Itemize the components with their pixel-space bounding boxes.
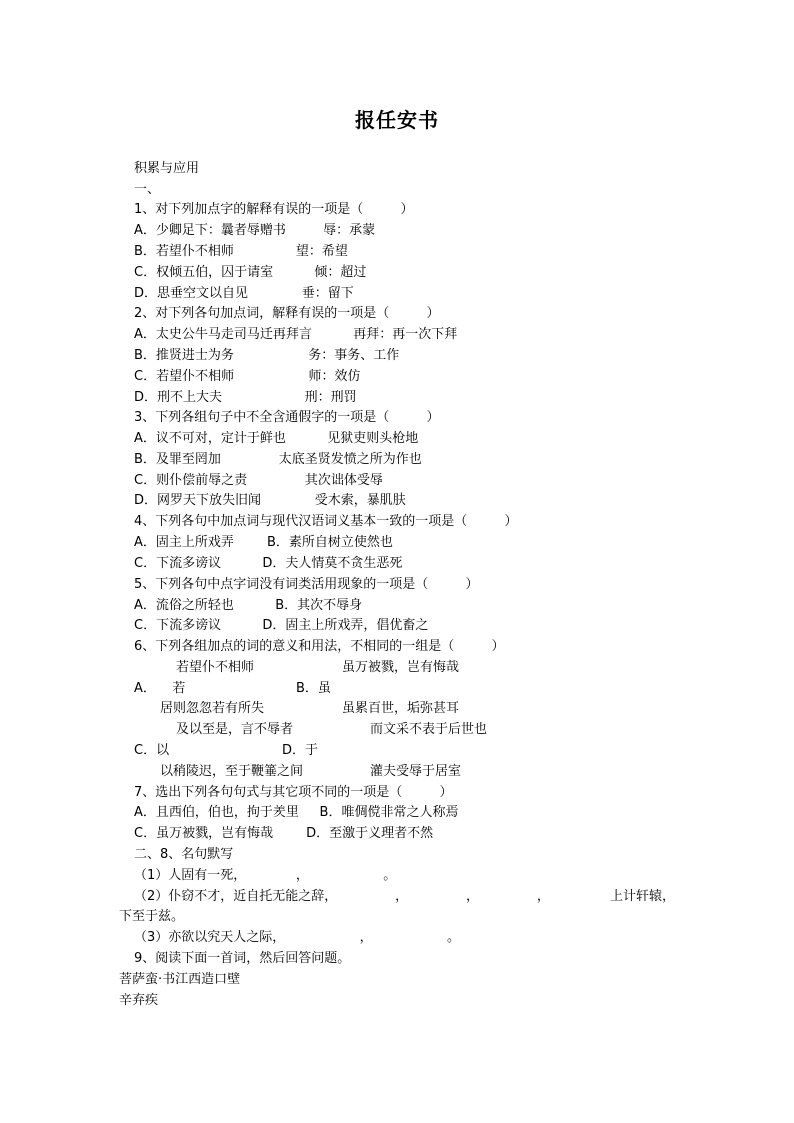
question-6-option-b-label: B．虽 [296,681,331,696]
question-2-option-b: B．推贤进士为务 务：事务、工作 [134,348,400,363]
question-4-options-ab: A．固主上所戏弄 B．素所自树立使然也 [134,535,393,550]
question-6-sentence-b2: 虽累百世，垢弥甚耳 [342,701,460,716]
dictation-line-2-end: 上计轩辕， [610,889,676,904]
question-5-options-ab: A．流俗之所轻也 B．其次不辱身 [134,598,363,613]
question-6-option-d-label: D．于 [282,743,319,758]
question-6-sentence-b: 虽万被戮，岂有悔哉 [342,660,460,675]
poem-title: 菩萨蛮·书江西造口壁 [119,972,241,987]
question-1-option-a: A．少卿足下：曩者辱赠书 辱：承蒙 [134,223,376,238]
question-9-stem: 9、阅读下面一首词，然后回答问题。 [134,951,351,966]
question-6-sentence-d: 而文采不表于后世也 [370,722,488,737]
dictation-line-2-cont: 下至于兹。 [119,909,185,924]
question-7-options-ab: A．且西伯，伯也，拘于羑里 B．唯倜傥非常之人称焉 [134,805,459,820]
question-6-sentence-a2: 居则忽忽若有所失 [160,701,265,716]
question-5-options-cd: C．下流多谤议 D．固主上所戏弄，倡优畜之 [134,618,429,633]
question-1-stem: 1、对下列加点字的解释有误的一项是（ ） [134,202,414,217]
question-5-stem: 5、下列各句中点字词没有词类活用现象的一项是（ ） [134,577,479,592]
question-2-option-a: A．太史公牛马走司马迁再拜言 再拜：再一次下拜 [134,327,458,342]
question-6-sentence-d2: 灌夫受辱于居室 [370,764,462,779]
question-6-option-c-label: C．以 [134,743,170,758]
question-3-stem: 3、下列各组句子中不全含通假字的一项是（ ） [134,410,440,425]
dictation-line-1: （1）人固有一死， ， 。 [134,868,397,883]
question-1-option-c: C．权倾五伯，囚于请室 倾：超过 [134,265,367,280]
part-one-label: 一、 [134,182,161,197]
question-4-options-cd: C．下流多谤议 D．夫人情莫不贪生恶死 [134,556,403,571]
page-title: 报任安书 [355,108,439,132]
question-7-options-cd: C．虽万被戮，岂有悔哉 D．至激于义理者不然 [134,826,434,841]
question-7-stem: 7、选出下列各句句式与其它项不同的一项是（ ） [134,785,453,800]
question-6-stem: 6、下列各组加点的词的意义和用法，不相同的一组是（ ） [134,639,505,654]
question-3-option-b: B．及罪至罔加 太底圣贤发愤之所为作也 [134,452,422,467]
question-2-option-c: C．若望仆不相师 师：效仿 [134,369,361,384]
poem-author: 辛弃疾 [119,993,159,1008]
question-6-sentence-c2: 以稍陵迟，至于鞭箠之间 [160,764,304,779]
part-two-heading: 二、8、名句默写 [134,847,234,862]
question-1-option-d: D．思垂空文以自见 垂：留下 [134,286,354,301]
question-6-option-a-label: A． 若 [134,681,186,696]
question-6-sentence-c: 及以至是，言不辱者 [176,722,294,737]
question-3-option-c: C．则仆偿前辱之责 其次诎体受辱 [134,473,383,488]
question-6-sentence-a: 若望仆不相师 [176,660,255,675]
section-heading: 积累与应用 [134,161,200,176]
dictation-line-2: （2）仆窃不才，近自托无能之辞， ， ， ， [134,889,550,904]
question-4-stem: 4、下列各句中加点词与现代汉语词义基本一致的一项是（ ） [134,514,518,529]
question-3-option-a: A．议不可对，定计于鲜也 见狱吏则头枪地 [134,431,419,446]
question-2-option-d: D．刑不上大夫 刑：刑罚 [134,390,357,405]
question-2-stem: 2、对下列各句加点词，解释有误的一项是（ ） [134,306,440,321]
question-3-option-d: D．网罗天下放失旧闻 受木索，暴肌肤 [134,493,406,508]
question-1-option-b: B．若望仆不相师 望：希望 [134,244,348,259]
dictation-line-3: （3）亦欲以究天人之际， ， 。 [134,930,461,945]
